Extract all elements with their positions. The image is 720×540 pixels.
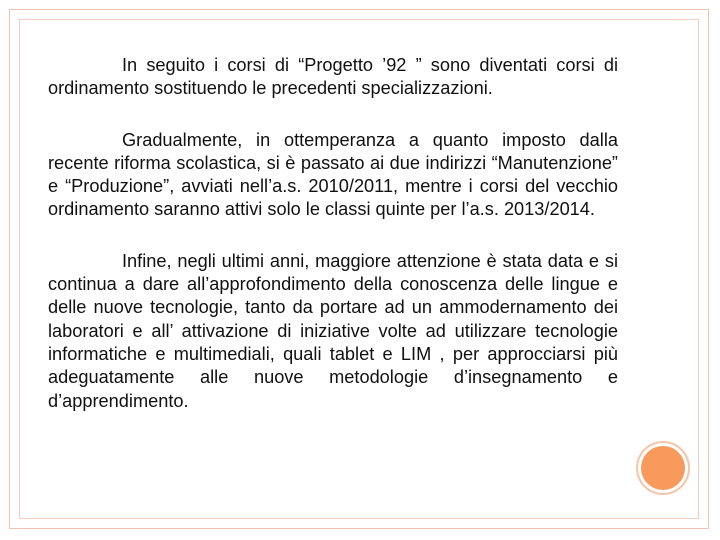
paragraph-riforma: Gradualmente, in ottemperanza a quanto imposto dalla recente riforma scolastica, si è passato ai due indirizzi “Manutenzione” e “Produzione”, avviati nell’a.s. 2010/2011, mentre i corsi del vecchio ordinamento saranno attivi solo le classi quinte per l’a.s. 2013/2014. [48,129,618,220]
paragraph-tecnologie: Infine, negli ultimi anni, maggiore attenzione è stata data e si continua a dare all’approfondimento della conoscenza delle lingue e delle nuove tecnologie, tanto da portare ad un ammodernamento dei laboratori e all’ attivazione di iniziative volte ad utilizzare tecnologie informatiche e multimediali, quali tablet e LIM , per approcciarsi più adeguatamente alle nuove metodologie d’insegnamento e d’apprendimento. [48,250,618,411]
slide-body-text [48,54,618,413]
decorative-circle-icon [641,446,685,490]
paragraph-progetto-92: In seguito i corsi di “Progetto ’92 ” sono diventati corsi di ordinamento sostituendo le precedenti specializzazioni. [48,55,618,99]
